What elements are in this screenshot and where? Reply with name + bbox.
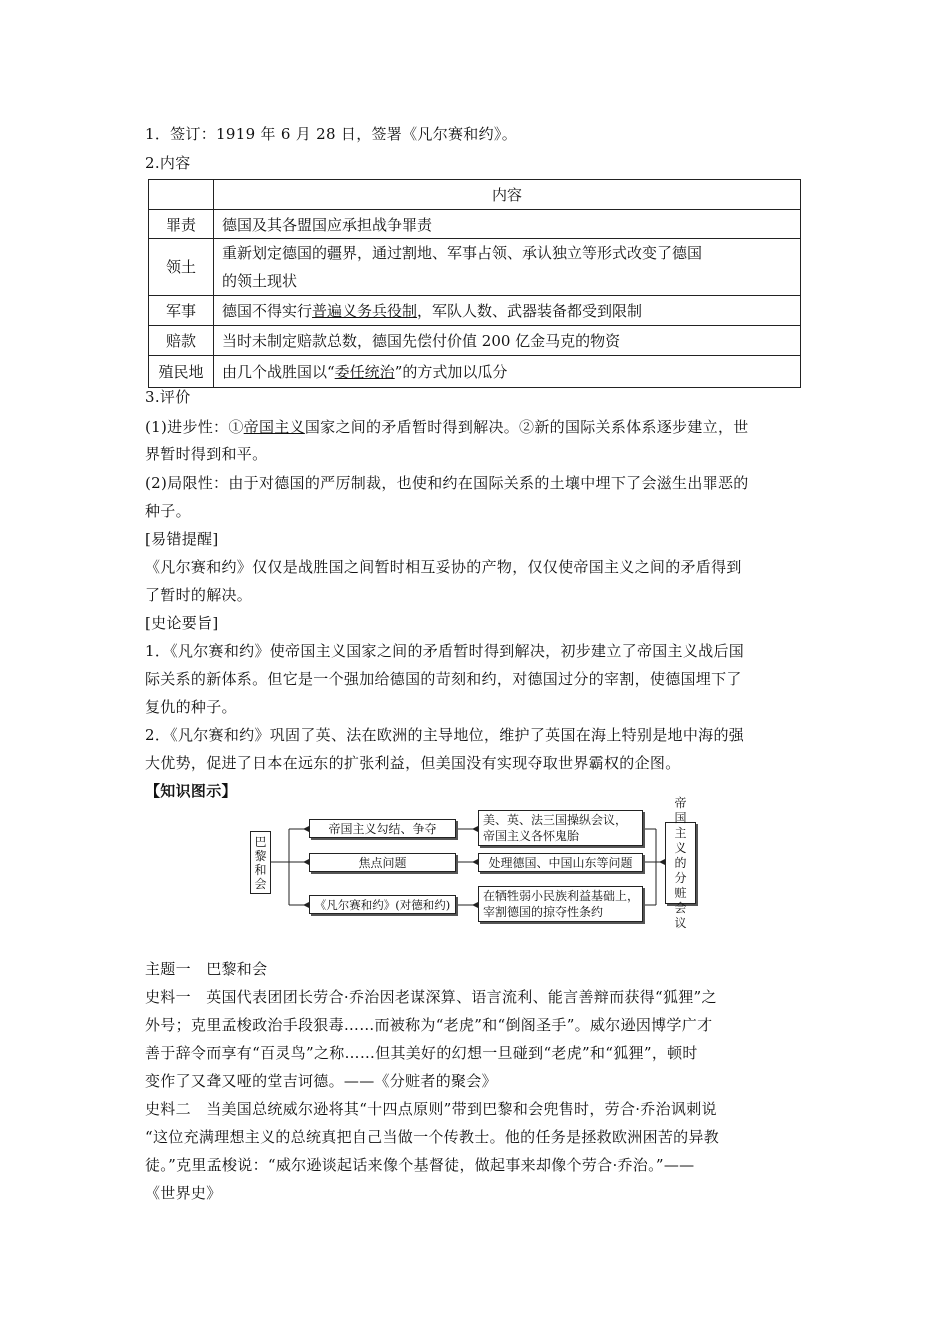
text-segment: (1)进步性：① xyxy=(145,418,244,436)
evaluation-limit-cont: 种子。 xyxy=(145,502,191,520)
section-evaluation-title: 3.评价 xyxy=(145,388,191,406)
diagram-focus-box: 焦点问题 xyxy=(309,853,456,872)
diagram-issues-box: 处理德国、中国山东等问题 xyxy=(478,853,643,872)
row-value: 当时未制定赔款总数，德国先偿付价值 200 亿金马克的物资 xyxy=(214,326,801,356)
topic-title: 主题一 巴黎和会 xyxy=(145,960,268,978)
table-header-cell: 内容 xyxy=(214,180,801,210)
summary-title: [史论要旨] xyxy=(145,614,219,632)
source-one-cont: 外号；克里孟梭政治手段狠毒……而被称为“老虎”和“倒阁圣手”。威尔逊因博学广才 xyxy=(145,1016,713,1034)
summary-p2-cont: 大优势，促进了日本在远东的扩张利益，但美国没有实现夺取世界霸权的企图。 xyxy=(145,754,681,772)
text-segment: 德国不得实行 xyxy=(222,302,313,320)
row-key: 罪责 xyxy=(149,210,214,239)
source-two-cont: 《世界史》 xyxy=(145,1184,222,1202)
row-key: 军事 xyxy=(149,296,214,326)
row-value-line: 重新划定德国的疆界，通过割地、军事占领、承认独立等形式改变了德国 xyxy=(222,244,703,262)
text-segment: 由几个战胜国以“ xyxy=(222,363,335,381)
summary-p1: 1．《凡尔赛和约》使帝国主义国家之间的矛盾暂时得到解决，初步建立了帝国主义战后国 xyxy=(145,642,745,660)
text-segment: ”的方式加以瓜分 xyxy=(394,363,508,381)
diagram-collusion-box: 帝国主义勾结、争夺 xyxy=(309,819,456,838)
source-one-cont: 善于辞令而享有“百灵鸟”之称……但其美好的幻想一旦碰到“老虎”和“狐狸”，顿时 xyxy=(145,1044,698,1062)
row-key: 殖民地 xyxy=(149,356,214,388)
source-one-cont: 变作了又聋又哑的堂吉诃德。——《分赃者的聚会》 xyxy=(145,1072,497,1090)
source-two: 史料二 当美国总统威尔逊将其“十四点原则”带到巴黎和会兜售时，劳合·乔治讽刺说 xyxy=(145,1100,717,1118)
diagram-text-line: 在牺牲弱小民族利益基础上， xyxy=(483,889,640,903)
summary-p1-cont: 复仇的种子。 xyxy=(145,698,237,716)
underlined-term: 委任统治 xyxy=(334,363,395,381)
tip-title: [易错提醒] xyxy=(145,530,219,548)
diagram-powers-box xyxy=(478,810,643,846)
summary-p2: 2．《凡尔赛和约》巩固了英、法在欧洲的主导地位，维护了英国在海上特别是地中海的强 xyxy=(145,726,745,744)
row-key: 领土 xyxy=(149,239,214,296)
diagram-plunder-box xyxy=(478,886,643,922)
underlined-term: 帝国主义 xyxy=(243,418,305,436)
diagram-text-line: 帝国主义各怀鬼胎 xyxy=(483,829,580,843)
evaluation-limit: (2)局限性：由于对德国的严厉制裁，也使和约在国际关系的土壤中埋下了会滋生出罪恶的 xyxy=(145,474,749,492)
section-signing: 1．签订：1919 年 6 月 28 日，签署《凡尔赛和约》。 xyxy=(145,125,517,143)
source-two-cont: “这位充满理想主义的总统真把自己当做一个传教士。他的任务是拯救欧洲困苦的异教 xyxy=(145,1128,720,1146)
underlined-term: 普遍义务兵役制 xyxy=(312,302,418,320)
text-segment: 国家之间的矛盾暂时得到解决。②新的国际关系体系逐步建立，世 xyxy=(304,418,749,436)
diagram-text-line: 宰割德国的掠夺性条约 xyxy=(483,905,604,919)
summary-p1-cont: 际关系的新体系。但它是一个强加给德国的苛刻和约，对德国过分的宰割，使德国埋下了 xyxy=(145,670,742,688)
diagram-treaty-box: 《凡尔赛和约》(对德和约) xyxy=(309,895,456,914)
source-one: 史料一 英国代表团团长劳合·乔治因老谋深算、语言流利、能言善辩而获得“狐狸”之 xyxy=(145,988,717,1006)
text-segment: ，军队人数、武器装备都受到限制 xyxy=(417,302,643,320)
evaluation-progress-cont: 界暂时得到和平。 xyxy=(145,445,268,463)
diagram-paris-conference-box: 巴黎和会 xyxy=(250,831,271,894)
diagram-text-line: 美、英、法三国操纵会议， xyxy=(483,813,628,827)
section-content-title: 2.内容 xyxy=(145,154,191,172)
tip-text-cont: 了暂时的解决。 xyxy=(145,586,253,604)
source-two-cont: 徒。”克里孟梭说：“威尔逊谈起话来像个基督徒，做起事来却像个劳合·乔治。”—— xyxy=(145,1156,695,1174)
row-value: 德国及其各盟国应承担战争罪责 xyxy=(214,210,801,239)
row-value-line: 的领土现状 xyxy=(222,272,298,290)
tip-text: 《凡尔赛和约》仅仅是战胜国之间暂时相互妥协的产物，仅仅使帝国主义之间的矛盾得到 xyxy=(145,558,742,576)
diagram-result-box: 帝国主义的分赃会议 xyxy=(665,822,696,904)
row-key: 赔款 xyxy=(149,326,214,356)
diagram-title: 【知识图示】 xyxy=(145,782,237,800)
